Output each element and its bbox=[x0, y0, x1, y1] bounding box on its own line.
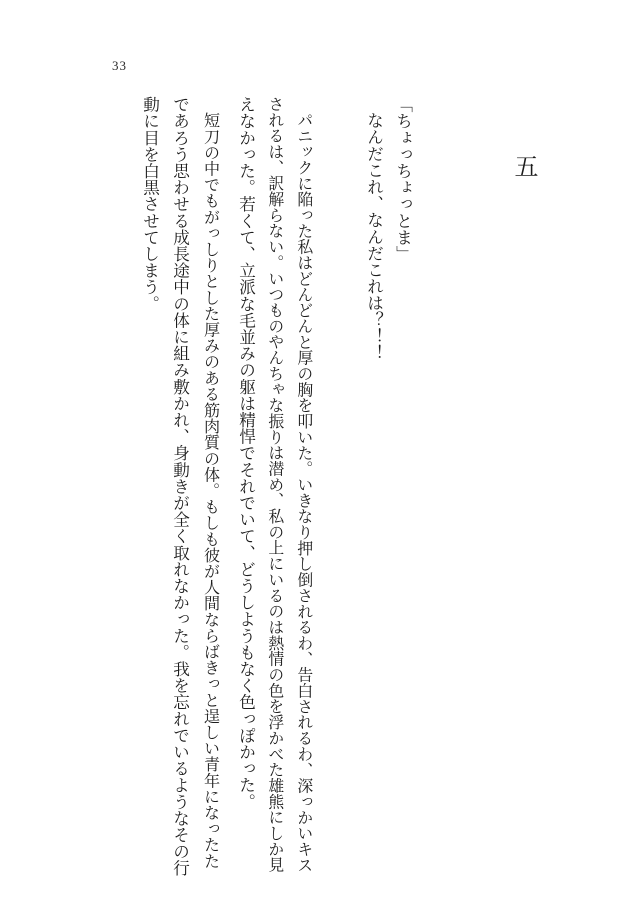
page-number: 33 bbox=[112, 58, 127, 73]
text-column: パニックに陥った私はどんどんと厚の胸を叩いた。いきなり押し倒されるわ、告白されるわ、深っかいキス bbox=[294, 112, 314, 873]
text-column: 「ちょっちょっとま」 bbox=[393, 96, 413, 262]
text-column: えなかった。若くて、立派な毛並みの躯は精悍でそれでいて、どうしようもなく色っぽかった。 bbox=[236, 96, 256, 810]
text-column: なんだこれ、なんだこれは？！！ bbox=[364, 112, 384, 361]
text-column: 動に目を白黒させてしまう。 bbox=[140, 96, 160, 312]
text-column: であろう思わせる成長途中の体に組み敷かれ、身動きが全く取れなかった。我を忘れでいるようなその行 bbox=[170, 96, 190, 877]
chapter-heading: 五 bbox=[510, 154, 538, 178]
text-column: されるは、訳解らない。いつものやんちゃな振りは潜め、私の上にいるのは熱情の色を浮かべた雄熊にしか見 bbox=[265, 96, 285, 873]
text-column: 短刀の中でもがっしりとした厚みのある筋肉質の体。もしも彼が人間ならばきっと逞しい青年になったた bbox=[201, 112, 221, 869]
